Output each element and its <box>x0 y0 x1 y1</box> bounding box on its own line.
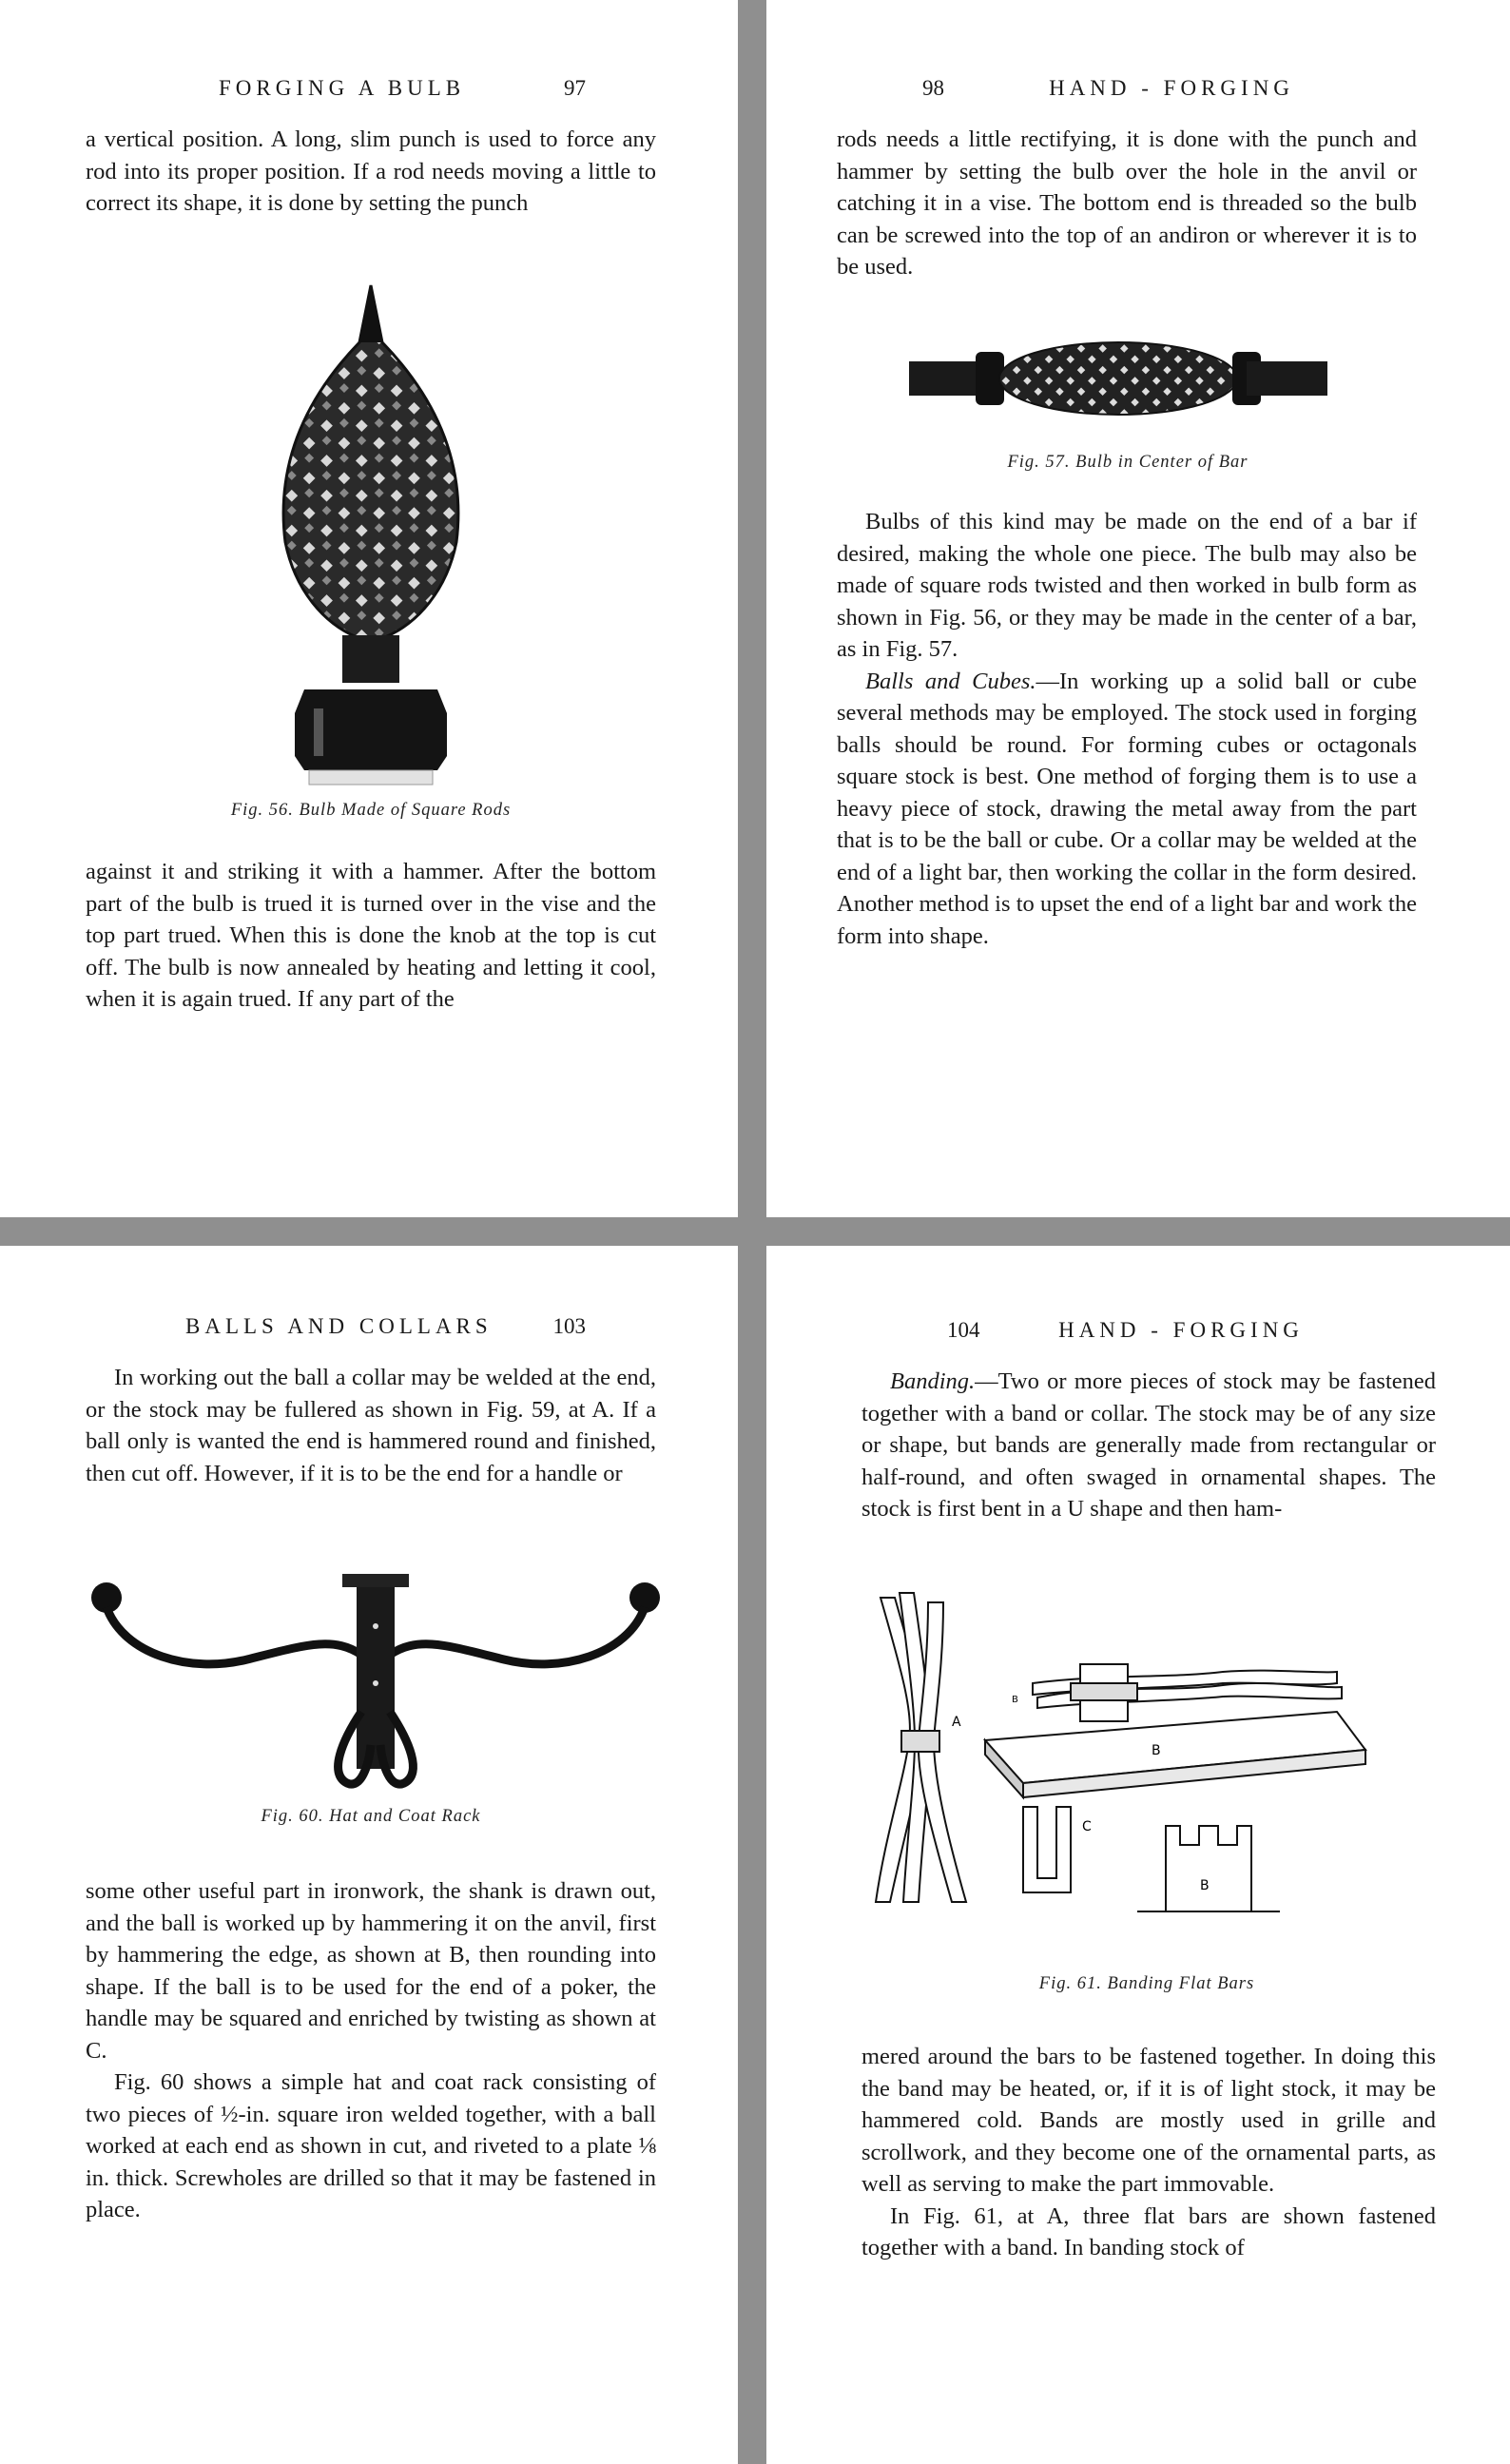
page-97 <box>0 0 738 1217</box>
body-text-bottom: Bulbs of this kind may be made on the end of a bar if desired, making the whole one piece. The bulb may also be made of square rods twisted and then worked in bulb form as shown in Fig. 56, or they may be made in the center of a bar, as in Fig. 57. Balls and Cubes.—In working up a solid ball or cube several methods may be employed. The stock used in forging balls should be round. For forming cubes or octagonals square stock is best. One method of forging them is to use a heavy piece of stock, drawing the metal away from the part that is to be the ball or cube. Or a collar may be welded at the end of a light bar, then working the collar in the form desired. Another method is to upset the end of a light bar and work the form into shape. <box>837 509 1417 949</box>
figure-caption: Fig. 60. Hat and Coat Rack <box>261 1807 481 1826</box>
body-text-top: Banding.—Two or more pieces of stock may be fastened together with a band or collar. The stock may be of any size or shape, but bands are generally made from rectangular or half-round, and often swaged in ornamental shapes. The stock is first bent in a U shape and then ham- <box>861 1368 1436 1522</box>
page-number: 97 <box>564 76 586 100</box>
body-text-top: a vertical position. A long, slim punch is used to force any rod into its proper position. If a rod needs moving a little to correct its shape, it is done by setting the punch <box>86 126 656 216</box>
running-head <box>852 76 1434 105</box>
running-head-title: FORGING A BULB <box>219 76 466 100</box>
running-head <box>852 1318 1434 1347</box>
page-103 <box>0 1246 738 2464</box>
body-text-top: rods needs a little rectifying, it is done with the punch and hammer by setting the bulb over the hole in the anvil or catching it in a vise. The bottom end is threaded so the bulb can be screwed into the top of an andiron or wherever it is to be used. <box>837 126 1417 280</box>
bulb-figure <box>257 276 485 789</box>
figure-label-b: B <box>1152 1743 1161 1758</box>
figure-caption: Fig. 56. Bulb Made of Square Rods <box>230 801 512 820</box>
figure-caption: Fig. 57. Bulb in Center of Bar <box>1007 453 1249 472</box>
running-head-title: HAND - FORGING <box>1049 76 1294 100</box>
running-head-title: HAND - FORGING <box>1058 1318 1304 1342</box>
running-head <box>86 76 662 105</box>
section-lead: Banding. <box>890 1368 976 1394</box>
body-text-bottom: some other useful part in ironwork, the shank is drawn out, and the ball is worked up by hammering it on the anvil, first by hammering the edge, as shown at B, then rounding into shape. If the ball is to be used for the end of a poker, the handle may be squared and enriched by twisting as shown at C. Fig. 60 shows a simple hat and coat rack consisting of two pieces of ½-in. square iron welded together, with a ball worked at each end as shown in cut, and riveted to a plate ⅛ in. thick. Screwholes are drilled so that it may be fastened in place. <box>86 1878 656 2222</box>
section-lead: Balls and Cubes. <box>865 668 1036 694</box>
body-text-bottom: mered around the bars to be fastened together. In doing this the band may be heated, or, if it is of light stock, it may be hammered cold. Bands are mostly used in grille and scrollwork, and they become one of the ornamental parts, as well as serving to make the part immovable. In Fig. 61, at A, three flat bars are shown fastened together with a band. In banding stock of <box>861 2044 1436 2260</box>
figure-label-b-3: B <box>1012 1695 1018 1705</box>
figure-label-b-2: B <box>1200 1878 1210 1893</box>
body-text-bottom: against it and striking it with a hammer. After the bottom part of the bulb is trued it is turned over in the vise and the top part trued. When this is done the knob at the top is cut off. The bulb is now annealed by heating and letting it cool, when it is again trued. If any part of the <box>86 859 656 1012</box>
running-head-title: BALLS AND COLLARS <box>185 1314 493 1338</box>
page-number: 103 <box>552 1314 586 1338</box>
figure-caption: Fig. 61. Banding Flat Bars <box>1038 1974 1255 1993</box>
bulb-on-bar-figure <box>909 340 1327 417</box>
running-head <box>86 1314 662 1343</box>
banding-figure <box>861 1588 1432 1950</box>
figure-label-a: A <box>952 1715 961 1730</box>
page-number: 98 <box>922 76 944 100</box>
coat-rack-figure <box>86 1569 666 1797</box>
page-number: 104 <box>947 1318 980 1342</box>
page-104 <box>766 1246 1510 2464</box>
figure-label-c: C <box>1082 1819 1092 1834</box>
page-98 <box>766 0 1510 1217</box>
body-text-top: In working out the ball a collar may be welded at the end, or the stock may be fullered as shown in Fig. 59, at A. If a ball only is wanted the end is hammered round and finished, then cut off. However, if it is to be the end for a handle or <box>86 1365 656 1486</box>
